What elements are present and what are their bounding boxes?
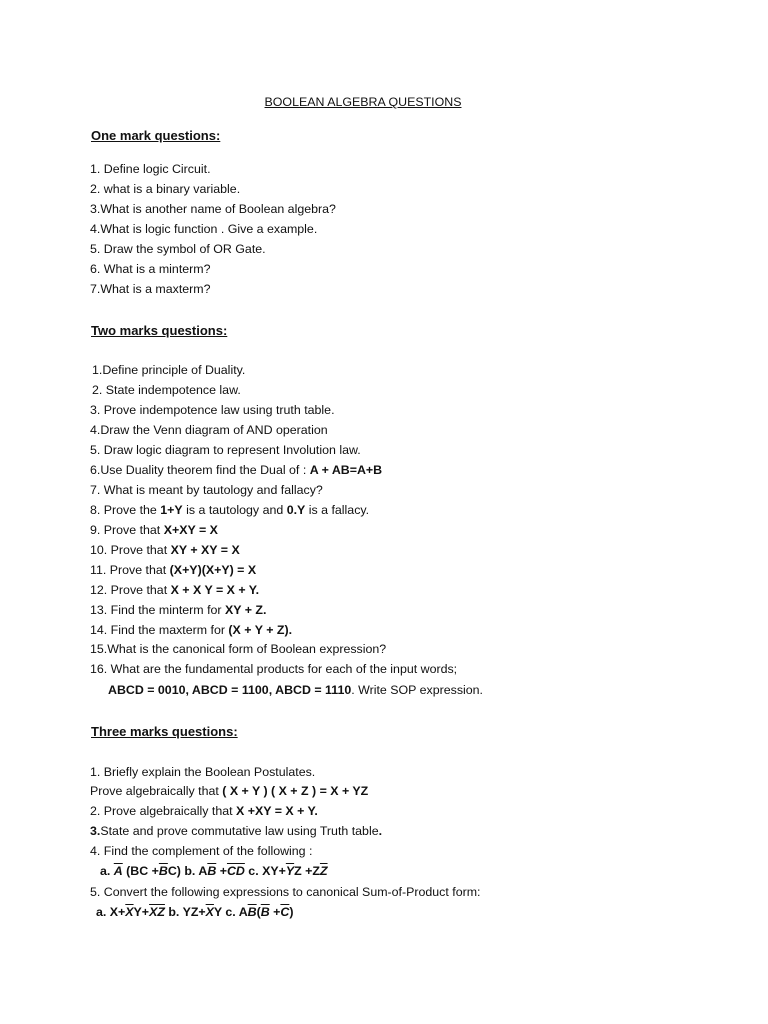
expr-part: C) b. A <box>167 864 208 878</box>
boolean-expression: X +XY = X + Y. <box>236 804 318 818</box>
page-title: BOOLEAN ALGEBRA QUESTIONS <box>264 95 462 109</box>
list-item <box>90 824 382 839</box>
list-item <box>90 583 259 598</box>
heading-three-marks: Three marks questions: <box>91 724 238 739</box>
heading-two-marks: Two marks questions: <box>91 323 228 338</box>
list-item: 4.What is logic function . Give a example. <box>90 222 318 236</box>
complemented-var: $\overline{Z}$ <box>319 864 328 878</box>
list-item <box>90 543 240 558</box>
list-item <box>90 463 382 478</box>
complemented-var: $\overline{Y}$ <box>285 864 295 878</box>
expr-part: a. <box>100 864 114 878</box>
expr-part: ( <box>256 905 261 919</box>
boolean-expression-line <box>96 905 294 920</box>
list-item: 2. State indempotence law. <box>92 383 241 397</box>
list-item <box>90 503 369 518</box>
complemented-var: $\overline{CD}$ <box>226 864 245 878</box>
complemented-var: $\overline{B}$ <box>207 864 217 878</box>
list-item-continuation <box>108 683 483 698</box>
question-text: Prove algebraically that <box>90 784 223 798</box>
question-text: 10. Prove that <box>90 543 171 557</box>
question-text: is a tautology and <box>182 503 287 517</box>
list-item: 7. What is meant by tautology and fallacy? <box>90 483 323 497</box>
list-item: 3. Prove indempotence law using truth table. <box>90 403 335 417</box>
complemented-var: $\overline{X}$ <box>205 905 214 919</box>
boolean-expression: (X+Y)(X+Y) = X <box>169 563 257 577</box>
list-item: 16. What are the fundamental products for each of the input words; <box>90 662 458 676</box>
list-item: 4.Draw the Venn diagram of AND operation <box>90 423 328 437</box>
list-item: 5. Draw logic diagram to represent Involution law. <box>90 443 361 457</box>
expr-part: b. YZ+ <box>164 905 206 919</box>
list-item: 7.What is a maxterm? <box>90 282 211 296</box>
expr-part: + <box>216 864 227 878</box>
boolean-expression: X+XY = X <box>163 523 218 537</box>
expr-part: (BC + <box>122 864 159 878</box>
boolean-expression: XY + Z. <box>224 603 267 617</box>
list-item <box>90 623 292 638</box>
boolean-expression: X + X Y = X + Y. <box>170 583 260 597</box>
list-item: 1.Define principle of Duality. <box>92 363 246 377</box>
question-text: . Write SOP expression. <box>351 683 483 697</box>
question-text: State and prove commutative law using Truth table <box>100 824 379 838</box>
boolean-expression: (X + Y + Z). <box>228 623 293 637</box>
expr-part: c. XY+ <box>244 864 286 878</box>
complemented-var: $\overline{B}$ <box>158 864 168 878</box>
question-text: 2. Prove algebraically that <box>90 804 237 818</box>
question-text: 8. Prove the <box>90 503 161 517</box>
boolean-expression: ABCD = 0010, ABCD = 1100, ABCD = 1110 <box>108 683 352 697</box>
list-item <box>90 523 218 538</box>
list-item-continuation <box>90 784 368 799</box>
expr-part: + <box>269 905 281 919</box>
expr-part: ) <box>289 905 294 919</box>
boolean-expression: A + AB=A+B <box>309 463 383 477</box>
question-text: 11. Prove that <box>90 563 170 577</box>
expr-part: a. X+ <box>96 905 126 919</box>
boolean-expression: 1+Y <box>160 503 183 517</box>
complemented-var: $\overline{C}$ <box>280 905 290 919</box>
question-text: . <box>378 824 383 838</box>
question-number: 3. <box>90 824 101 838</box>
list-item: 6. What is a minterm? <box>90 262 211 276</box>
complemented-var: $\overline{A}$ <box>113 864 123 878</box>
complemented-var: $\overline{B}$ <box>260 905 270 919</box>
list-item: 5. Convert the following expressions to canonical Sum-of-Product form: <box>90 885 481 899</box>
boolean-expression: 0.Y <box>286 503 306 517</box>
list-item <box>90 804 318 819</box>
list-item: 5. Draw the symbol of OR Gate. <box>90 242 266 256</box>
list-item: 15.What is the canonical form of Boolean expression? <box>90 642 387 656</box>
expr-part: Y c. A <box>213 905 248 919</box>
complemented-var: $\overline{X}$ <box>125 905 134 919</box>
boolean-expression: XY + XY = X <box>170 543 240 557</box>
list-item <box>90 563 256 578</box>
complemented-var: $\overline{B}$ <box>247 905 257 919</box>
list-item: 4. Find the complement of the following : <box>90 844 313 858</box>
expr-part: Z +Z <box>294 864 320 878</box>
question-text: 9. Prove that <box>90 523 164 537</box>
expr-part: Y+ <box>133 905 150 919</box>
question-text: 12. Prove that <box>90 583 171 597</box>
list-item: 3.What is another name of Boolean algebra? <box>90 202 336 216</box>
question-text: 6.Use Duality theorem find the Dual of : <box>90 463 310 477</box>
question-text: 13. Find the minterm for <box>90 603 225 617</box>
boolean-expression-line <box>100 864 328 879</box>
heading-one-mark: One mark questions: <box>91 128 221 143</box>
boolean-expression: ( X + Y ) ( X + Z ) = X + YZ <box>222 784 369 798</box>
question-text: is a fallacy. <box>305 503 370 517</box>
list-item <box>90 603 266 618</box>
list-item: 1. Briefly explain the Boolean Postulates. <box>90 765 316 779</box>
question-text: 14. Find the maxterm for <box>90 623 229 637</box>
list-item: 1. Define logic Circuit. <box>90 162 211 176</box>
complemented-var: $\overline{XZ}$ <box>149 905 165 919</box>
list-item: 2. what is a binary variable. <box>90 182 241 196</box>
